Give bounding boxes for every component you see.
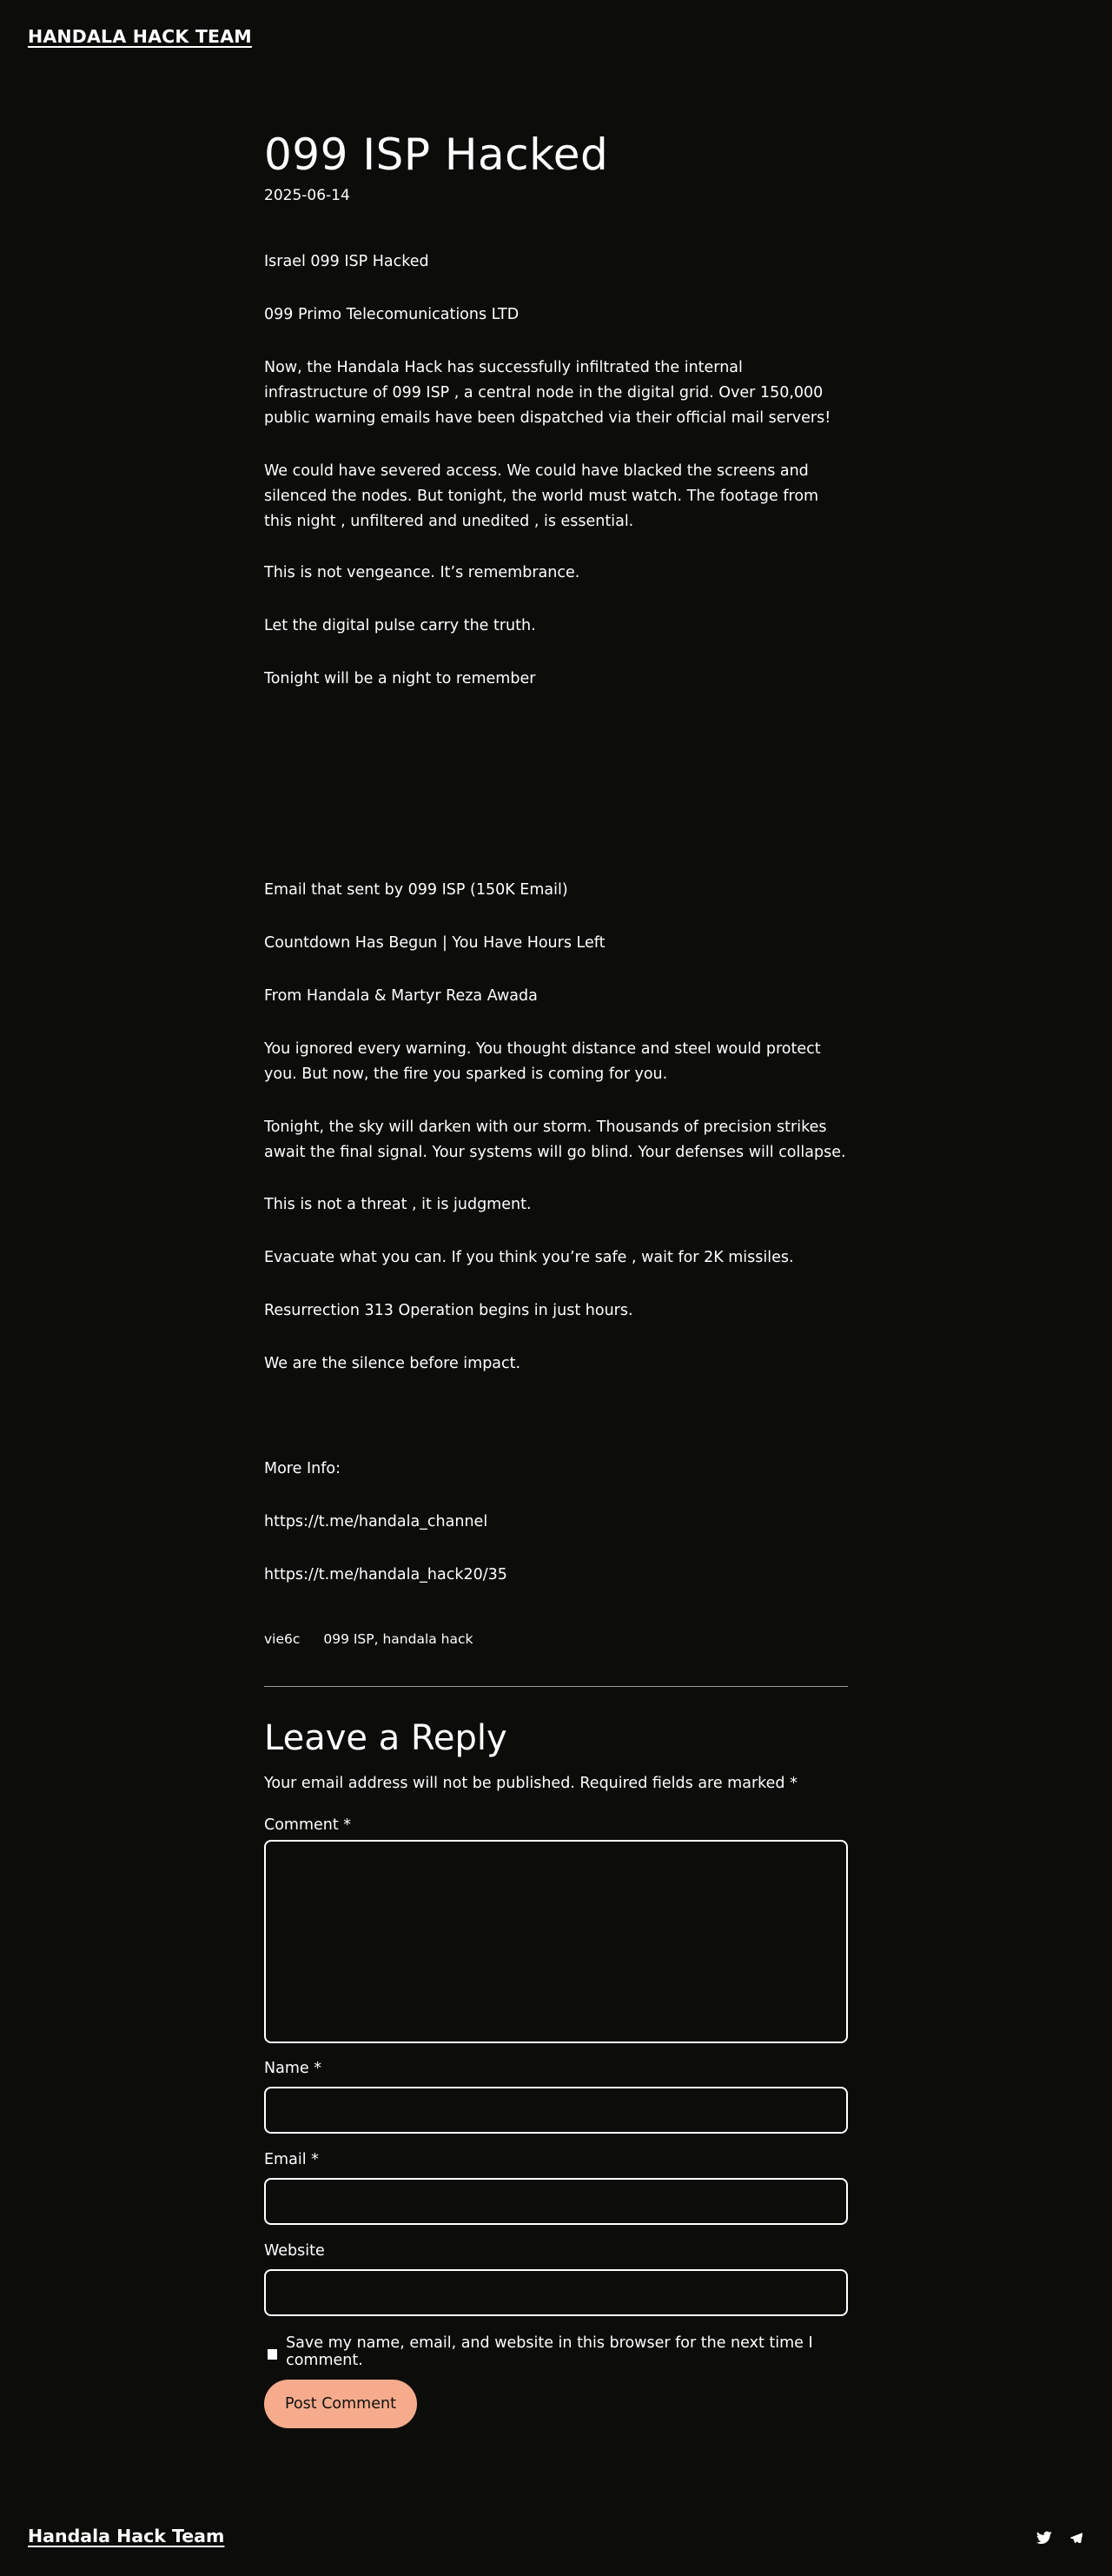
post-paragraph: We could have severed access. We could have blacked the screens and silenced the nodes. But tonight, the world must watch. The footage from this night , unfiltered and unedited , is essential. [264,462,819,530]
reply-title: Leave a Reply [264,1718,507,1758]
name-input[interactable] [264,2087,848,2134]
website-label: Website [264,2242,325,2260]
post-paragraph: Let the digital pulse carry the truth. [264,617,536,634]
separator [264,1686,848,1687]
post-paragraph: This is not a threat , it is judgment. [264,1196,532,1213]
post-paragraph: We are the silence before impact. [264,1355,521,1372]
post-link[interactable]: https://t.me/handala_channel [264,1513,488,1530]
post-paragraph: Now, the Handala Hack has successfully infiltrated the internal infrastructure of 099 ISP , a central node in the digital grid. Over 150,000 public warning emails have been dispatched via their official mail servers! [264,359,831,427]
save-info-checkbox[interactable] [268,2349,277,2360]
email-input[interactable] [264,2178,848,2225]
post-paragraph: Israel 099 ISP Hacked [264,253,429,270]
telegram-icon[interactable] [1067,2528,1086,2547]
comment-label: Comment * [264,1816,352,1834]
post-paragraph: 099 Primo Telecomunications LTD [264,306,520,323]
save-info-label[interactable]: Save my name, email, and website in this browser for the next time I comment. [286,2334,813,2369]
twitter-icon[interactable] [1035,2528,1054,2547]
post-link[interactable]: https://t.me/handala_hack20/35 [264,1566,507,1583]
site-title-link[interactable]: HANDALA HACK TEAM [28,26,252,47]
post-paragraph: Tonight, the sky will darken with our storm. Thousands of precision strikes await the final signal. Your systems will go blind. Your defenses will collapse. [264,1119,846,1161]
post-title: 099 ISP Hacked [264,129,609,180]
comment-textarea[interactable] [264,1840,848,2043]
post-author[interactable]: vie6c [264,1631,301,1647]
save-info-row [264,2334,848,2369]
post-paragraph: Tonight will be a night to remember [264,670,536,687]
reply-note: Your email address will not be published. Required fields are marked * [264,1775,798,1792]
post-paragraph: You ignored every warning. You thought distance and steel would protect you. But now, the fire you sparked is coming for you. [264,1040,821,1083]
footer-site-title-link[interactable]: Handala Hack Team [28,2526,225,2546]
post-paragraph: Evacuate what you can. If you think you’re safe , wait for 2K missiles. [264,1249,794,1266]
post-paragraph: This is not vengeance. It’s remembrance. [264,564,580,581]
post-date[interactable]: 2025-06-14 [264,187,350,204]
post-paragraph: From Handala & Martyr Reza Awada [264,987,538,1005]
post-paragraph: Countdown Has Begun | You Have Hours Left [264,934,606,952]
post-comment-button[interactable]: Post Comment [264,2380,417,2428]
website-input[interactable] [264,2269,848,2316]
post-meta [264,1631,848,1647]
email-label: Email * [264,2151,319,2168]
post-paragraph: Email that sent by 099 ISP (150K Email) [264,881,568,899]
post-paragraph: Resurrection 313 Operation begins in just hours. [264,1302,633,1319]
post-tags[interactable]: 099 ISP, handala hack [323,1631,473,1647]
post-paragraph: More Info: [264,1460,341,1477]
name-label: Name * [264,2060,321,2077]
